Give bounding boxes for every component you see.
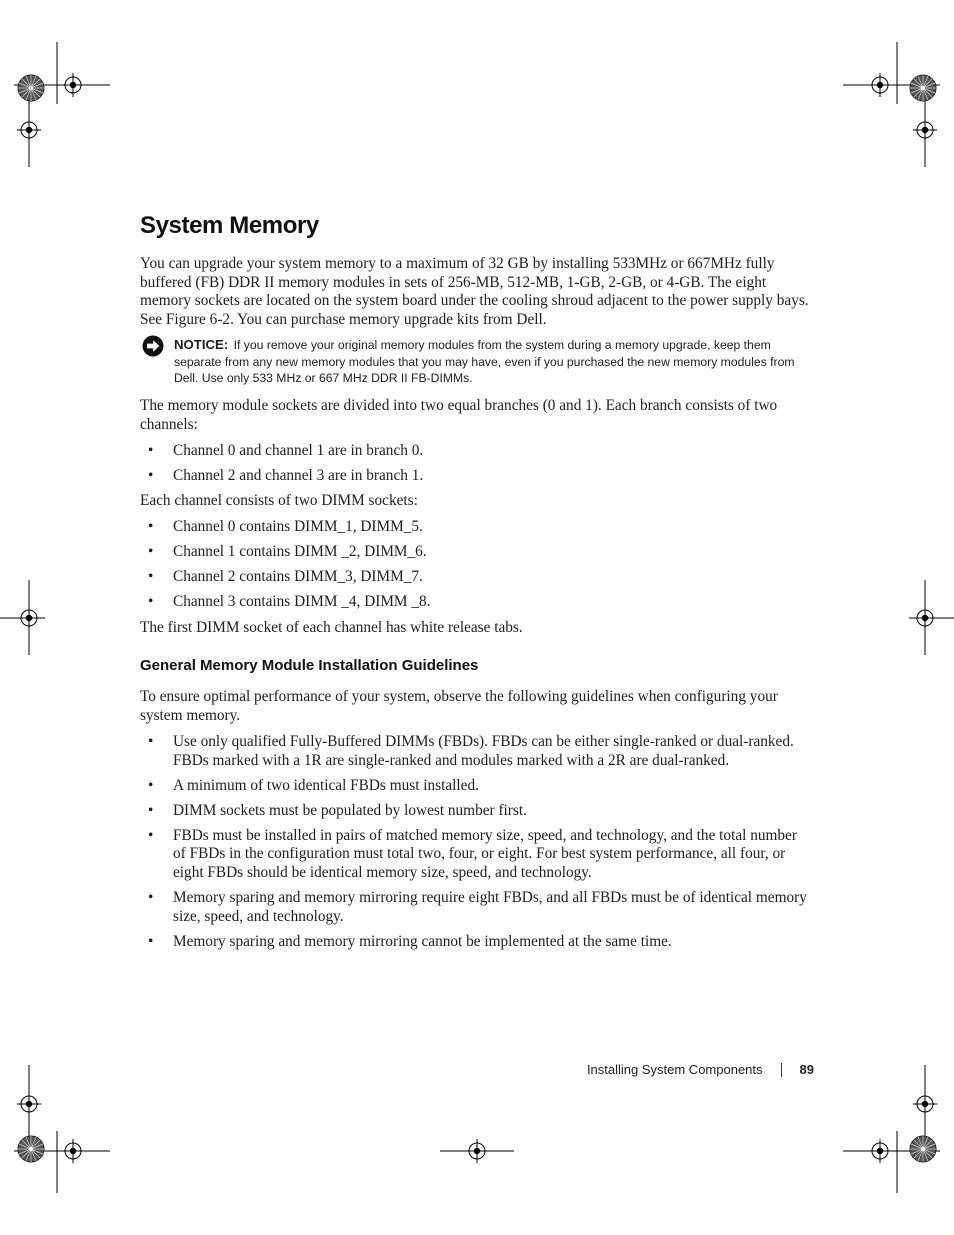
- list-item: [140, 543, 812, 562]
- list-item: [140, 467, 812, 486]
- notice-callout: [140, 337, 812, 387]
- notice-label: NOTICE:: [174, 336, 229, 352]
- list-item-text: Channel 3 contains DIMM _4, DIMM _8.: [173, 593, 431, 611]
- list-item-text: A minimum of two identical FBDs must installed.: [173, 776, 479, 794]
- bullet-icon: •: [148, 801, 154, 819]
- bullet-icon: •: [148, 826, 154, 844]
- list-item-text: Channel 2 and channel 3 are in branch 1.: [173, 466, 424, 484]
- guidelines-list: [140, 733, 812, 952]
- list-item-text: Memory sparing and memory mirroring cannot be implemented at the same time.: [173, 932, 672, 950]
- bullet-icon: •: [148, 568, 154, 586]
- notice-text: If you remove your original memory modules from the system during a memory upgrade, keep them separate from any new memory modules that you may have, even if you purchased the new memory modules from Dell. Use only 533 MHz or 667 MHz DDR II FB-DIMMs.: [174, 337, 795, 386]
- page-footer: [587, 1062, 814, 1077]
- list-item-text: Memory sparing and memory mirroring require eight FBDs, and all FBDs must be of identical memory size, speed, and technology.: [173, 888, 807, 925]
- guidelines-intro: To ensure optimal performance of your system, observe the following guidelines when configuring your system memory.: [140, 688, 778, 725]
- bullet-icon: •: [148, 466, 154, 484]
- channel-list: [140, 518, 812, 612]
- list-item: [140, 733, 812, 770]
- list-item-text: Use only qualified Fully-Buffered DIMMs (FBDs). FBDs can be either single-ranked or dual-ranked. FBDs marked with a 1R are single-ranked and modules marked with a 2R are dual-ranked.: [173, 732, 794, 769]
- branches-paragraph: The memory module sockets are divided into two equal branches (0 and 1). Each branch consists of two channels:: [140, 397, 778, 433]
- bullet-icon: •: [148, 543, 154, 561]
- page-title: System Memory: [140, 212, 319, 239]
- list-item-text: Channel 1 contains DIMM _2, DIMM_6.: [173, 543, 427, 561]
- release-tabs-paragraph: The first DIMM socket of each channel has white release tabs.: [140, 618, 523, 636]
- list-item: [140, 442, 812, 461]
- list-item: [140, 802, 812, 821]
- list-item: [140, 568, 812, 587]
- bullet-icon: •: [148, 732, 154, 750]
- page-content: [140, 212, 812, 958]
- list-item-text: DIMM sockets must be populated by lowest number first.: [173, 801, 527, 819]
- list-item-text: Channel 0 and channel 1 are in branch 0.: [173, 441, 424, 459]
- list-item: [140, 518, 812, 537]
- footer-divider: [781, 1063, 782, 1077]
- branch-list: [140, 442, 812, 486]
- bullet-icon: •: [148, 888, 154, 906]
- bullet-icon: •: [148, 932, 154, 950]
- channels-paragraph: Each channel consists of two DIMM sockets:: [140, 492, 418, 510]
- list-item-text: Channel 2 contains DIMM_3, DIMM_7.: [173, 568, 423, 586]
- list-item: [140, 889, 812, 926]
- bullet-icon: •: [148, 441, 154, 459]
- list-item: [140, 933, 812, 952]
- list-item-text: FBDs must be installed in pairs of matched memory size, speed, and technology, and the total number of FBDs in the configuration must total two, four, or eight. For best system performance, all four, or eight FBDs should be identical memory size, speed, and technology.: [173, 826, 797, 881]
- guidelines-heading: General Memory Module Installation Guidelines: [140, 657, 479, 675]
- page-number: 89: [799, 1062, 814, 1077]
- list-item: [140, 593, 812, 612]
- bullet-icon: •: [148, 776, 154, 794]
- list-item: [140, 827, 812, 883]
- list-item-text: Channel 0 contains DIMM_1, DIMM_5.: [173, 518, 423, 536]
- list-item: [140, 777, 812, 796]
- bullet-icon: •: [148, 518, 154, 536]
- footer-section-title: Installing System Components: [586, 1062, 763, 1077]
- bullet-icon: •: [148, 593, 154, 611]
- notice-arrow-icon: [142, 335, 164, 357]
- intro-paragraph: You can upgrade your system memory to a maximum of 32 GB by installing 533MHz or 667MHz fully buffered (FB) DDR II memory modules in sets of 256-MB, 512-MB, 1-GB, 2-GB, or 4-GB. The eight memory sockets are located on the system board under the cooling shroud adjacent to the power supply bays. See Figure 6-2. You can purchase memory upgrade kits from Dell.: [140, 255, 809, 329]
